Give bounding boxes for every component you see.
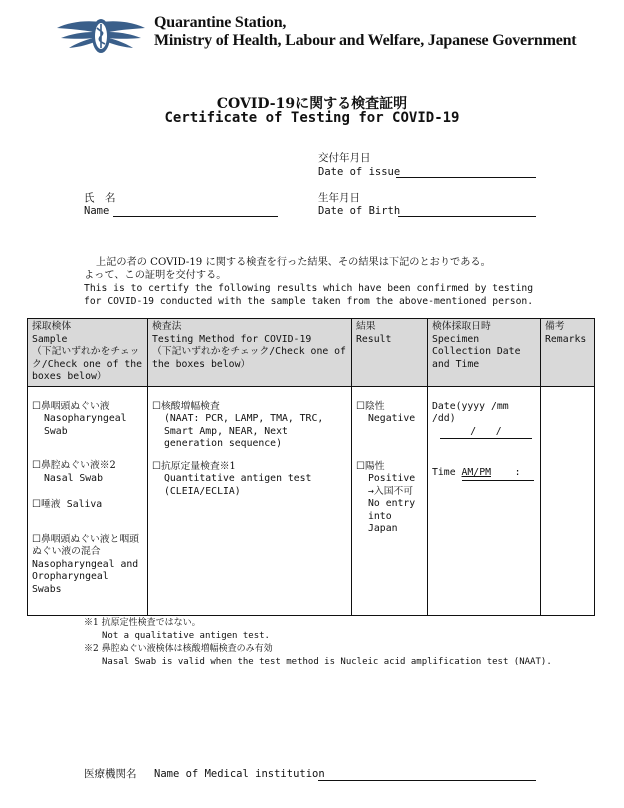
checkbox-icon[interactable]: ☐ xyxy=(32,533,41,545)
result-en: Positive →入国不可 No entry into Japan xyxy=(368,473,416,534)
quarantine-emblem-logo xyxy=(55,14,147,58)
name-label-ja: 氏 名 xyxy=(84,192,116,204)
statement-en-line1: This is to certify the following results which have been confirmed by testing xyxy=(84,283,534,294)
date-field[interactable]: / / xyxy=(440,426,532,440)
sample-option-nasal[interactable] xyxy=(32,460,143,485)
footnote-2-ja: ※2 鼻腔ぬぐい液検体は核酸増幅検査のみ有効 xyxy=(84,644,273,654)
dob-field[interactable] xyxy=(398,216,536,217)
header-method-ja: 検査法 xyxy=(152,321,182,332)
checkbox-icon[interactable]: ☐ xyxy=(152,400,161,412)
time-label: Time xyxy=(432,467,456,478)
result-ja: 陽性 xyxy=(364,460,385,472)
sample-cell xyxy=(28,386,148,615)
result-ja: 陰性 xyxy=(364,400,385,412)
date-label: Date(yyyy /mm /dd) xyxy=(432,400,509,424)
checkbox-icon[interactable]: ☐ xyxy=(152,460,161,472)
header-sample-en: Sample xyxy=(32,333,68,345)
header-remarks-en: Remarks xyxy=(545,333,587,345)
header-remarks xyxy=(541,319,595,387)
sample-en: Nasopharyngeal Swab xyxy=(44,413,127,437)
result-cell xyxy=(352,386,428,615)
dob-label-ja: 生年月日 xyxy=(318,192,360,204)
title-japanese: COVID-19に関する検査証明 xyxy=(216,96,408,112)
time-ampm: AM/PM xyxy=(461,467,491,478)
table-body-row xyxy=(28,386,595,615)
sample-option-nasopharyngeal[interactable] xyxy=(32,401,143,439)
institution-label-en: Name of Medical institution xyxy=(154,768,325,780)
sample-ja: 唾液 xyxy=(40,499,61,510)
sample-en: Nasopharyngeal and Oropharyngeal Swabs xyxy=(32,558,139,595)
result-en: Negative xyxy=(368,413,416,424)
header-sample-ja: 採取検体 xyxy=(32,321,72,332)
table-header-row xyxy=(28,319,595,387)
checkbox-icon[interactable]: ☐ xyxy=(356,460,365,472)
time-field[interactable] xyxy=(462,467,534,481)
header-collection-date xyxy=(428,319,541,387)
sample-option-combined[interactable] xyxy=(32,534,143,597)
method-option-naat[interactable] xyxy=(152,401,347,451)
time-colon: : xyxy=(514,467,521,478)
header-result xyxy=(352,319,428,387)
checkbox-icon[interactable]: ☐ xyxy=(32,499,41,510)
method-option-antigen[interactable] xyxy=(152,461,347,499)
sample-ja: 鼻咽頭ぬぐい液と咽頭ぬぐい液の混合 xyxy=(32,533,139,557)
collection-datetime-cell xyxy=(428,386,541,615)
header-method-en: Testing Method for COVID-19 xyxy=(152,333,312,345)
checkbox-icon[interactable]: ☐ xyxy=(32,400,41,412)
header-sample xyxy=(28,319,148,387)
header-remarks-ja: 備考 xyxy=(545,321,565,332)
checkbox-icon[interactable]: ☐ xyxy=(356,400,365,412)
statement-en-line2: for COVID-19 conducted with the sample taken from the above-mentioned person. xyxy=(84,296,534,307)
statement-ja-line2: よって、この証明を交付する。 xyxy=(84,270,227,281)
sample-ja: 鼻腔ぬぐい液※2 xyxy=(40,460,116,471)
header-result-en: Result xyxy=(356,333,392,345)
header-method-note: （下記いずれかをチェック/Check one of the boxes below） xyxy=(152,346,346,370)
time-row xyxy=(432,467,536,481)
name-label-en: Name xyxy=(84,205,110,217)
dob-label-en: Date of Birth xyxy=(318,205,401,217)
issuer-line-1: Quarantine Station, xyxy=(154,14,287,31)
method-en: (NAAT: PCR, LAMP, TMA, TRC, Smart Amp, NEAR, Next generation sequence) xyxy=(164,413,324,449)
header-sample-note: （下記いずれかをチェック/Check one of the boxes below） xyxy=(32,346,143,382)
method-ja: 抗原定量検査※1 xyxy=(160,460,236,472)
method-en: Quantitative antigen test (CLEIA/ECLIA) xyxy=(164,473,312,497)
statement-ja-line1: 上記の者の COVID-19 に関する検査を行った結果、その結果は下記のとおりである。 xyxy=(96,257,491,268)
checkbox-icon[interactable]: ☐ xyxy=(32,460,41,471)
sample-ja: 鼻咽頭ぬぐい液 xyxy=(40,400,110,412)
test-results-table xyxy=(27,318,595,616)
remarks-cell[interactable] xyxy=(541,386,595,615)
footnote-1-en: Not a qualitative antigen test. xyxy=(102,631,270,641)
institution-field[interactable] xyxy=(318,780,536,781)
method-ja: 核酸増幅検査 xyxy=(160,400,220,412)
date-of-issue-label-ja: 交付年月日 xyxy=(318,152,371,164)
institution-label-ja: 医療機関名 xyxy=(84,768,137,780)
header-result-ja: 結果 xyxy=(356,321,376,332)
date-of-issue-label-en: Date of issue xyxy=(318,166,401,178)
title-english: Certificate of Testing for COVID-19 xyxy=(164,110,460,126)
result-option-negative[interactable] xyxy=(356,401,423,426)
date-of-issue-field[interactable] xyxy=(396,177,536,178)
sample-en: Saliva xyxy=(66,499,103,510)
sample-en: Nasal Swab xyxy=(44,472,103,484)
result-option-positive[interactable] xyxy=(356,461,423,536)
header-date-ja: 検体採取日時 xyxy=(432,321,491,332)
sample-option-saliva[interactable] xyxy=(32,499,143,512)
method-cell xyxy=(148,386,352,615)
issuer-line-2: Ministry of Health, Labour and Welfare, Japanese Government xyxy=(154,32,577,49)
issuer-name xyxy=(154,14,576,50)
footnote-1-ja: ※1 抗原定性検査ではない。 xyxy=(84,618,201,628)
header-method xyxy=(148,319,352,387)
footnote-2-en: Nasal Swab is valid when the test method is Nucleic acid amplification test (NAAT). xyxy=(102,657,552,667)
header-date-en: Specimen Collection Date and Time xyxy=(432,333,521,370)
name-field[interactable] xyxy=(113,216,278,217)
